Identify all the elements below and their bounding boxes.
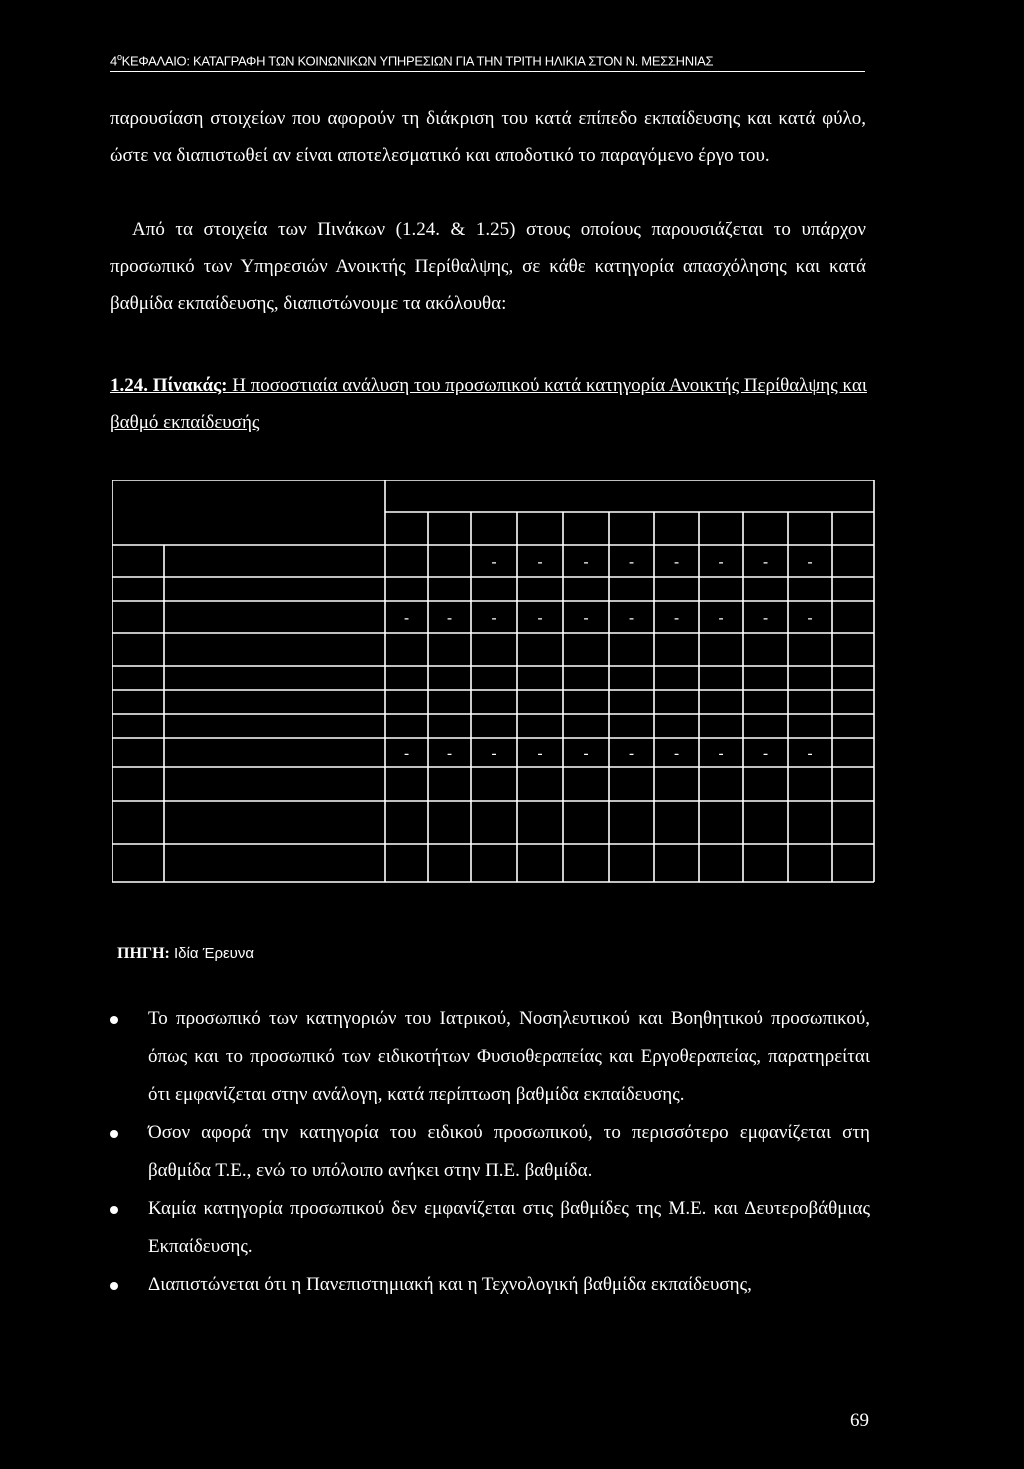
data-table <box>112 480 877 890</box>
chapter-number: 4 <box>110 53 117 69</box>
table-cell-dash: - <box>628 610 635 627</box>
bullet-dot-icon <box>110 1130 118 1138</box>
intro-paragraph-2: Από τα στοιχεία των Πινάκων (1.24. & 1.25) στους οποίους παρουσιάζεται το υπάρχον προσωπικό των Υπηρεσιών Ανοικτής Περίθαλψης, σε κάθε κατηγορία απασχόλησης και κατά βαθμίδα εκπαίδευσης, διαπιστώνουμε τα ακόλουθα: <box>110 219 866 314</box>
table-cell-dash: - <box>762 554 769 571</box>
table-cell-dash: - <box>718 554 724 571</box>
table-caption-label: 1.24. Πίνακάς: <box>110 375 228 396</box>
source-text: Ιδία Έρευνα <box>169 945 255 962</box>
table-cell-dash: - <box>537 745 543 763</box>
running-header <box>110 52 865 72</box>
finding-text: Το προσωπικό των κατηγοριών του Ιατρικού, Νοσηλευτικού και Βοηθητικού προσωπικού, όπως και το προσωπικό των ειδικοτήτων Φυσιοθεραπείας και Εργοθεραπείας, παρατηρείται ότι εμφανίζεται στην ανάλογη, κατά περίπτωση βαθμίδα εκπαίδευσης. <box>148 1008 870 1105</box>
bullet-dot-icon <box>110 1206 118 1214</box>
chapter-title: ΚΕΦΑΛΑΙΟ: ΚΑΤΑΓΡΑΦΗ ΤΩΝ ΚΟΙΝΩΝΙΚΩΝ ΥΠΗΡΕΣΙΩΝ ΓΙΑ ΤΗΝ ΤΡΙΤΗ ΗΛΙΚΙΑ ΣΤΟΝ Ν. ΜΕΣΣΗΝΙΑΣ <box>121 53 714 69</box>
table-cell-dash: - <box>537 554 543 571</box>
finding-text: Καμία κατηγορία προσωπικού δεν εμφανίζεται στις βαθμίδες της Μ.Ε. και Δευτεροβάθμιας Εκπαίδευσης. <box>148 1198 870 1257</box>
table-cell-dash: - <box>673 554 680 571</box>
table-cell-dash: - <box>583 745 589 763</box>
table-cell-dash: - <box>491 610 497 627</box>
table-cell-dash: - <box>491 554 497 571</box>
table-cell-dash: - <box>403 610 410 627</box>
finding-item <box>110 1114 870 1190</box>
table-caption-text: Η ποσοστιαία ανάλυση του προσωπικού κατά κατηγορία Ανοικτής Περίθαλψης και βαθμό εκπαίδευσής <box>110 375 867 433</box>
table-cell-dash: - <box>807 610 813 627</box>
table-cell-dash: - <box>673 745 680 763</box>
table-cell-dash: - <box>491 745 497 763</box>
finding-text: Διαπιστώνεται ότι η Πανεπιστημιακή και η Τεχνολογική βαθμίδα εκπαίδευσης, <box>148 1274 752 1295</box>
chapter-ordinal: ο <box>116 52 122 62</box>
finding-item <box>110 1266 870 1304</box>
finding-item <box>110 1190 870 1266</box>
table-cell-dash: - <box>807 745 813 763</box>
table-cell-dash: - <box>807 554 813 571</box>
table-cell-dash: - <box>673 610 680 627</box>
table-cell-dash: - <box>762 610 769 627</box>
table-cell-dash: - <box>583 554 589 571</box>
table-cell-dash: - <box>446 610 453 627</box>
intro-paragraph-1: παρουσίαση στοιχείων που αφορούν τη διάκριση του κατά επίπεδο εκπαίδευσης και κατά φύλο, ώστε να διαπιστωθεί αν είναι αποτελεσματικό και αποδοτικό το παραγόμενο έργο του. <box>110 108 866 166</box>
findings-list <box>110 1000 870 1304</box>
table-cell-dash: - <box>718 745 724 763</box>
table-cell-dash: - <box>762 745 769 763</box>
bullet-dot-icon <box>110 1016 118 1024</box>
table-cell-dash: - <box>718 610 724 627</box>
table-source <box>117 945 254 963</box>
finding-item <box>110 1000 870 1114</box>
table-grid <box>112 480 877 885</box>
page-number: 69 <box>850 1410 869 1431</box>
table-cell-dash: - <box>446 745 453 763</box>
bullet-dot-icon <box>110 1282 118 1290</box>
table-cell-dash: - <box>628 745 635 763</box>
finding-text: Όσον αφορά την κατηγορία του ειδικού προσωπικού, το περισσότερο εμφανίζεται στη βαθμίδα Τ.Ε., ενώ το υπόλοιπο ανήκει στην Π.Ε. βαθμίδα. <box>148 1122 870 1181</box>
table-cell-dash: - <box>403 745 410 763</box>
table-caption <box>110 367 870 441</box>
table-cell-dash: - <box>537 610 543 627</box>
table-cell-dash: - <box>583 610 589 627</box>
source-label: ΠΗΓΗ: <box>117 945 170 962</box>
table-cell-dash: - <box>628 554 635 571</box>
